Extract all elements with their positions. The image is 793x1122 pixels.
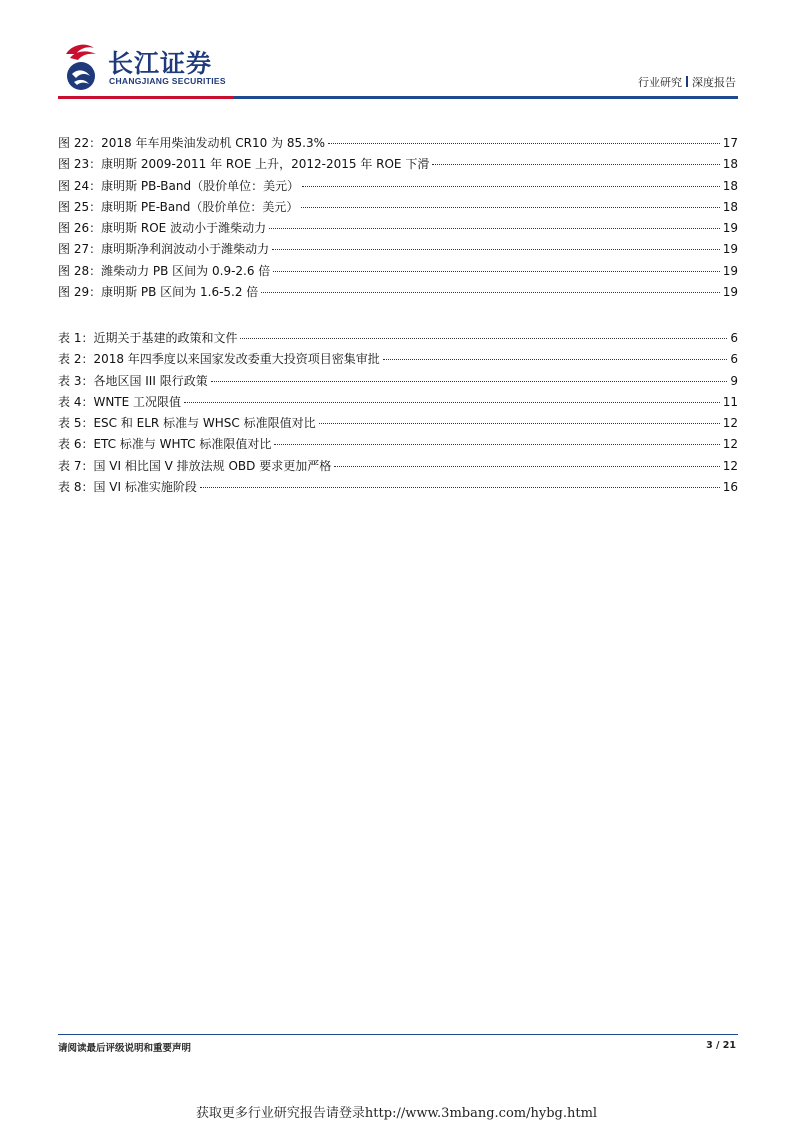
toc-entry-page: 18 [722,178,738,193]
footer-rule [58,1034,738,1035]
figure-list [58,134,738,304]
toc-entry-page: 6 [730,331,738,345]
toc-entry[interactable] [58,283,738,304]
toc-dot-leader [261,292,719,293]
separator-bar [686,76,688,87]
toc-entry[interactable] [58,350,738,371]
toc-entry-page: 16 [722,480,738,495]
toc-dot-leader [184,402,720,403]
toc-entry-label: 表 5：ESC 和 ELR 标准与 WHSC 标准限值对比 [58,416,316,431]
toc-entry-page: 19 [722,221,738,236]
toc-dot-leader [240,338,727,339]
toc-entry[interactable] [58,155,738,176]
toc-entry-label: 表 3：各地区国 III 限行政策 [58,373,208,388]
toc-entry-page: 11 [722,394,738,409]
toc-entry[interactable] [58,329,738,350]
toc-entry-label: 表 6：ETC 标准与 WHTC 标准限值对比 [58,437,272,452]
toc-entry-label: 图 29：康明斯 PB 区间为 1.6-5.2 倍 [58,285,259,300]
toc-dot-leader [319,423,720,424]
toc-entry-page: 19 [722,242,738,257]
toc-entry-page: 12 [722,437,738,452]
toc-dot-leader [273,271,719,272]
footer-disclaimer: 请阅读最后评级说明和重要声明 [58,1043,192,1054]
toc-entry-page: 9 [730,373,738,388]
toc-entry[interactable] [58,177,738,198]
toc-entry[interactable] [58,393,738,414]
toc-dot-leader [334,466,720,467]
toc-entry-page: 18 [722,157,738,172]
header-rule-accent [58,96,234,99]
doc-category: 行业研究 [638,76,682,89]
toc-entry-label: 图 27：康明斯净利润波动小于潍柴动力 [58,242,270,257]
toc-entry-page: 12 [722,458,738,473]
toc-entry-label: 图 26：康明斯 ROE 波动小于潍柴动力 [58,221,267,236]
toc-entry-label: 表 4：WNTE 工况限值 [58,394,182,409]
toc-entry[interactable] [58,435,738,456]
toc-dot-leader [200,487,720,488]
toc-entry-label: 图 24：康明斯 PB-Band（股价单位：美元） [58,178,300,193]
toc-dot-leader [301,207,719,208]
toc-dot-leader [272,249,720,250]
document-type [638,74,736,90]
toc-dot-leader [211,381,728,382]
toc-entry[interactable] [58,240,738,261]
toc-entry-label: 图 23：康明斯 2009-2011 年 ROE 上升，2012-2015 年 ROE 下滑 [58,157,430,172]
toc-entry[interactable] [58,134,738,155]
toc-entry[interactable] [58,198,738,219]
page-number: 3 / 21 [706,1040,736,1051]
toc-entry[interactable] [58,414,738,435]
toc-entry[interactable] [58,478,738,499]
logo-english-name: CHANGJIANG SECURITIES [109,76,226,86]
toc-dot-leader [302,186,720,187]
toc-entry-label: 图 28：潍柴动力 PB 区间为 0.9-2.6 倍 [58,263,271,278]
toc-dot-leader [432,164,719,165]
toc-entry[interactable] [58,262,738,283]
toc-dot-leader [328,143,720,144]
toc-entry-page: 19 [722,263,738,278]
page-header [58,38,738,100]
logo-chinese-name: 长江证券 [108,49,213,78]
toc-entry-label: 图 25：康明斯 PE-Band（股价单位：美元） [58,199,299,214]
toc-entry[interactable] [58,219,738,240]
toc-entry-page: 6 [730,352,738,367]
toc-entry-page: 12 [722,416,738,431]
toc-entry-page: 18 [722,199,738,214]
toc-entry[interactable] [58,372,738,393]
toc-entry-page: 19 [722,285,738,300]
toc-entry-label: 表 8：国 VI 标准实施阶段 [58,480,197,495]
toc-dot-leader [383,359,728,360]
table-list [58,329,738,499]
changjiang-logo-icon [60,40,102,92]
toc-entry-label: 表 7：国 VI 相比国 V 排放法规 OBD 要求更加严格 [58,458,332,473]
doc-subcategory: 深度报告 [692,76,736,89]
watermark-link-text[interactable]: 获取更多行业研究报告请登录http://www.3mbang.com/hybg.html [195,1106,598,1121]
toc-entry-label: 表 2：2018 年四季度以来国家发改委重大投资项目密集审批 [58,352,380,367]
toc-entry-label: 表 1：近期关于基建的政策和文件 [58,331,238,345]
toc-dot-leader [269,228,720,229]
toc-entry-label: 图 22：2018 年车用柴油发动机 CR10 为 85.3% [58,136,325,150]
toc-dot-leader [274,444,719,445]
toc-entry[interactable] [58,457,738,478]
toc-entry-page: 17 [722,136,738,150]
